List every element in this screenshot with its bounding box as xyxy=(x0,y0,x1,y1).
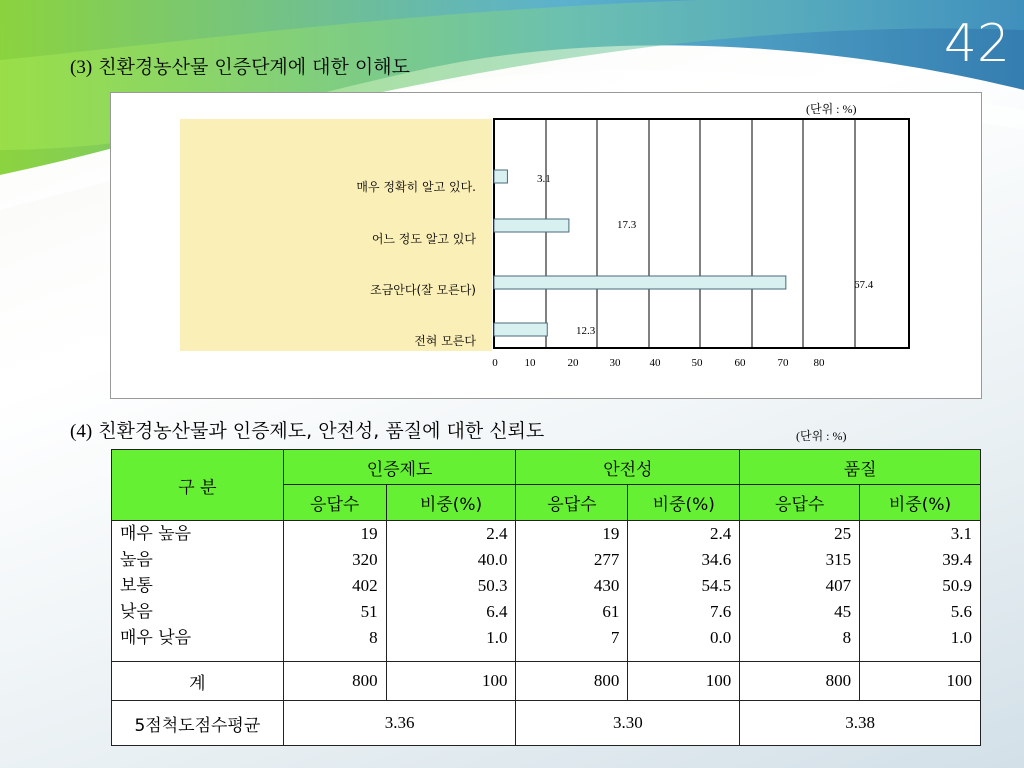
row-labels-cell xyxy=(112,521,284,662)
total-value: 800 xyxy=(516,662,628,701)
data-column xyxy=(283,521,386,662)
section-4-number: (4) xyxy=(70,421,93,442)
category-label: 조금안다(잘 모른다) xyxy=(370,283,476,297)
total-value: 100 xyxy=(860,662,981,701)
cell-value: 61 xyxy=(602,602,620,621)
group-header: 안전성 xyxy=(516,450,740,485)
average-value: 3.30 xyxy=(516,701,740,746)
cell-value: 1.0 xyxy=(950,628,972,647)
data-label: 67.4 xyxy=(854,279,874,291)
total-value: 100 xyxy=(386,662,516,701)
x-tick-label: 10 xyxy=(524,357,536,369)
cell-value: 19 xyxy=(360,524,378,543)
cell-value: 45 xyxy=(834,602,852,621)
subheader: 비중(%) xyxy=(386,485,516,521)
category-label: 전혀 모른다 xyxy=(414,334,476,348)
bar xyxy=(494,170,507,183)
cell-value: 54.5 xyxy=(701,576,732,595)
x-tick-label: 40 xyxy=(649,357,661,369)
data-label: 17.3 xyxy=(617,219,637,231)
x-tick-label: 0 xyxy=(492,357,498,369)
cell-value: 50.9 xyxy=(942,576,972,595)
category-label: 매우 정확히 알고 있다. xyxy=(356,180,476,194)
cell-value: 1.0 xyxy=(486,628,508,647)
x-tick-label: 50 xyxy=(691,357,703,369)
cell-value: 5.6 xyxy=(950,602,972,621)
cell-value: 3.1 xyxy=(950,524,972,543)
bar xyxy=(494,276,786,289)
subheader: 응답수 xyxy=(516,485,628,521)
average-value: 3.36 xyxy=(283,701,516,746)
subheader: 응답수 xyxy=(283,485,386,521)
chart-unit-label: (단위 : %) xyxy=(806,102,857,116)
total-value: 800 xyxy=(283,662,386,701)
x-tick-label: 60 xyxy=(734,357,746,369)
x-tick-label: 70 xyxy=(777,357,789,369)
cell-value: 7 xyxy=(610,628,620,647)
cell-value: 402 xyxy=(352,576,378,595)
trust-table xyxy=(111,449,981,746)
data-label: 12.3 xyxy=(576,325,596,337)
data-column xyxy=(860,521,981,662)
x-tick-label: 80 xyxy=(813,357,825,369)
average-label: 5점척도점수평균 xyxy=(112,701,284,746)
data-column xyxy=(628,521,740,662)
bar xyxy=(494,323,547,336)
row-label: 매우 낮음 xyxy=(120,628,192,648)
section-3-title: 친환경농산물 인증단계에 대한 이해도 xyxy=(98,56,410,78)
total-value: 100 xyxy=(628,662,740,701)
row-label: 보통 xyxy=(120,576,153,596)
row-label: 높음 xyxy=(120,550,153,570)
data-label: 3.1 xyxy=(537,173,551,185)
x-tick-label: 30 xyxy=(609,357,621,369)
cell-value: 407 xyxy=(825,576,852,595)
cell-value: 25 xyxy=(834,524,852,543)
cell-value: 19 xyxy=(602,524,620,543)
x-tick-label: 20 xyxy=(567,357,579,369)
cell-value: 50.3 xyxy=(477,576,508,595)
bar xyxy=(494,219,569,232)
data-column xyxy=(386,521,516,662)
cell-value: 39.4 xyxy=(942,550,972,569)
subheader: 비중(%) xyxy=(860,485,981,521)
subheader: 비중(%) xyxy=(628,485,740,521)
group-header: 인증제도 xyxy=(283,450,516,485)
data-column xyxy=(516,521,628,662)
table-unit-label: (단위 : %) xyxy=(796,429,847,443)
cell-value: 430 xyxy=(593,576,620,595)
plot-area xyxy=(494,119,909,348)
cell-value: 6.4 xyxy=(486,602,508,621)
cell-value: 320 xyxy=(352,550,378,569)
corner-header: 구 분 xyxy=(112,450,284,521)
data-column xyxy=(740,521,860,662)
category-label: 어느 정도 알고 있다 xyxy=(371,232,476,246)
cell-value: 315 xyxy=(825,550,852,569)
total-value: 800 xyxy=(740,662,860,701)
section-4-heading xyxy=(70,416,544,443)
row-label: 낮음 xyxy=(120,602,153,622)
cell-value: 34.6 xyxy=(701,550,732,569)
cell-value: 8 xyxy=(842,628,852,647)
cell-value: 0.0 xyxy=(709,628,732,647)
cell-value: 51 xyxy=(360,602,378,621)
subheader: 응답수 xyxy=(740,485,860,521)
cell-value: 277 xyxy=(593,550,620,569)
cell-value: 7.6 xyxy=(709,602,732,621)
cell-value: 2.4 xyxy=(486,524,508,543)
group-header: 품질 xyxy=(740,450,981,485)
cell-value: 8 xyxy=(369,628,378,647)
page-number: 42 xyxy=(943,14,1010,74)
cell-value: 2.4 xyxy=(709,524,732,543)
section-3-number: (3) xyxy=(70,57,93,78)
row-label: 매우 높음 xyxy=(120,524,192,544)
cell-value: 40.0 xyxy=(477,550,508,569)
section-4-title: 친환경농산물과 인증제도, 안전성, 품질에 대한 신뢰도 xyxy=(98,420,545,442)
total-label: 계 xyxy=(112,662,284,701)
average-value: 3.38 xyxy=(740,701,981,746)
